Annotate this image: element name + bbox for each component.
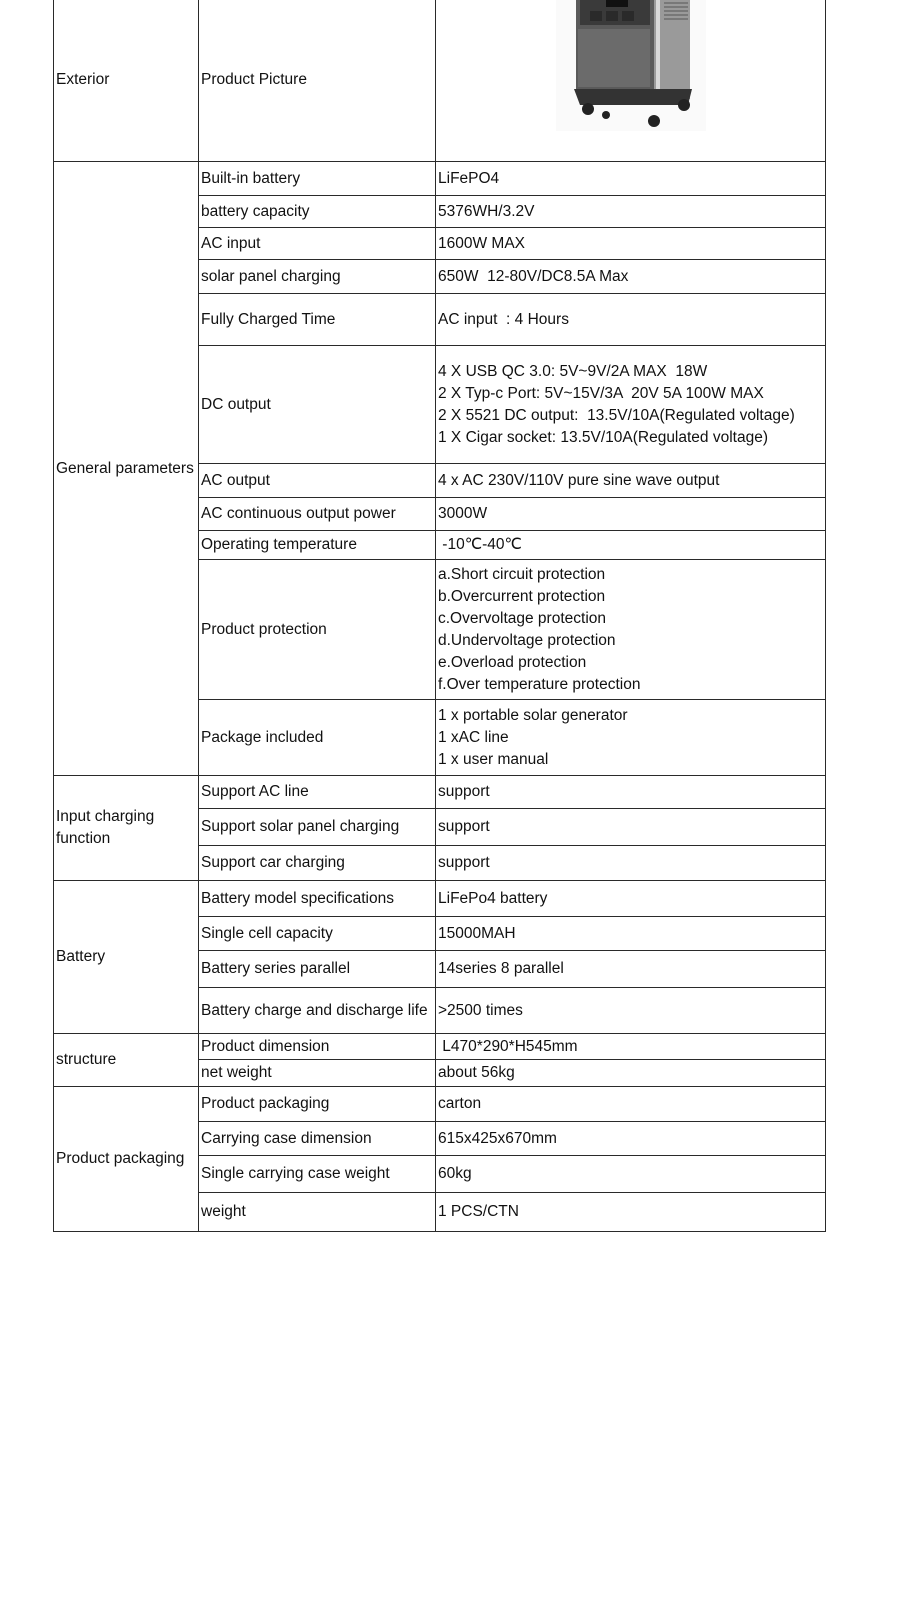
- value-cell: [436, 1034, 826, 1060]
- row-label: Package included: [201, 728, 324, 746]
- value-cell: [436, 1087, 826, 1122]
- group-label: Battery: [56, 948, 106, 965]
- row-value: 60kg: [438, 1165, 472, 1182]
- row-value: LiFePo4 battery: [438, 889, 548, 907]
- value-cell: [436, 196, 826, 228]
- value-cell: [436, 1156, 826, 1193]
- row-value: carton: [438, 1095, 482, 1112]
- row-value: 4 X USB QC 3.0: 5V~9V/2A MAX 18W: [438, 362, 708, 380]
- value-cell: [436, 531, 826, 560]
- row-label: Support car charging: [201, 854, 345, 871]
- product-picture: [556, 0, 706, 131]
- label-cell: [199, 228, 436, 260]
- row-label: Product Picture: [201, 71, 307, 88]
- row-label: AC input: [201, 234, 261, 252]
- row-value: 2 X 5521 DC output: 13.5V/10A(Regulated voltage): [438, 406, 795, 424]
- table-row: [54, 1087, 826, 1122]
- value-cell: [436, 464, 826, 498]
- table-row: [54, 776, 826, 809]
- label-cell: [199, 1156, 436, 1193]
- row-value: -10℃-40℃: [438, 536, 522, 553]
- row-label: Battery series parallel: [201, 960, 351, 977]
- label-cell: [199, 951, 436, 988]
- value-cell: [436, 498, 826, 531]
- value-cell: [436, 294, 826, 346]
- row-value: 1 x portable solar generator: [438, 706, 628, 724]
- row-label: Operating temperature: [201, 536, 357, 553]
- row-value: 1 X Cigar socket: 13.5V/10A(Regulated voltage): [438, 428, 768, 446]
- value-cell: [436, 881, 826, 917]
- row-value: e.Overload protection: [438, 653, 587, 671]
- label-cell: [199, 0, 436, 162]
- group-cell: [54, 0, 199, 162]
- label-cell: [199, 531, 436, 560]
- row-label: Product dimension: [201, 1037, 330, 1055]
- value-cell: [436, 700, 826, 776]
- group-label: Input charging function: [56, 808, 155, 847]
- label-cell: [199, 498, 436, 531]
- label-cell: [199, 1034, 436, 1060]
- row-label: Battery charge and discharge life: [201, 1001, 428, 1019]
- row-label: Carrying case dimension: [201, 1129, 372, 1147]
- row-value: c.Overvoltage protection: [438, 609, 607, 627]
- row-label: Product packaging: [201, 1095, 330, 1112]
- row-value: 15000MAH: [438, 924, 516, 942]
- row-value: 1 xAC line: [438, 728, 509, 746]
- label-cell: [199, 809, 436, 846]
- group-label: structure: [56, 1051, 117, 1068]
- row-value: f.Over temperature protection: [438, 675, 641, 693]
- value-cell: [436, 162, 826, 196]
- label-cell: [199, 560, 436, 700]
- row-label: Single cell capacity: [201, 924, 333, 942]
- label-cell: [199, 776, 436, 809]
- label-cell: [199, 1122, 436, 1156]
- value-cell: [436, 260, 826, 294]
- row-label: battery capacity: [201, 202, 310, 220]
- label-cell: [199, 1193, 436, 1232]
- row-label: Built-in battery: [201, 169, 301, 187]
- row-value: 1 x user manual: [438, 750, 549, 768]
- row-value: about 56kg: [438, 1064, 515, 1081]
- value-cell: [436, 776, 826, 809]
- row-label: DC output: [201, 395, 271, 413]
- value-cell: [436, 951, 826, 988]
- label-cell: [199, 294, 436, 346]
- group-cell: [54, 881, 199, 1034]
- row-label: weight: [201, 1203, 246, 1220]
- row-label: solar panel charging: [201, 267, 341, 285]
- value-cell: [436, 228, 826, 260]
- value-cell: [436, 560, 826, 700]
- row-label: Single carrying case weight: [201, 1165, 390, 1182]
- row-value: 650W 12-80V/DC8.5A Max: [438, 267, 629, 285]
- row-label: Support solar panel charging: [201, 818, 400, 835]
- label-cell: [199, 700, 436, 776]
- row-value: 4 x AC 230V/110V pure sine wave output: [438, 471, 720, 489]
- row-value: 5376WH/3.2V: [438, 202, 535, 220]
- row-value: b.Overcurrent protection: [438, 587, 606, 605]
- row-value: 615x425x670mm: [438, 1129, 557, 1147]
- label-cell: [199, 881, 436, 917]
- row-value: a.Short circuit protection: [438, 565, 606, 583]
- value-cell: [436, 1193, 826, 1232]
- row-value: 1 PCS/CTN: [438, 1203, 519, 1220]
- group-label: Exterior: [56, 71, 110, 88]
- group-label: General parameters: [56, 459, 194, 477]
- row-label: net weight: [201, 1064, 272, 1081]
- label-cell: [199, 260, 436, 294]
- row-value: >2500 times: [438, 1001, 523, 1019]
- table-row: [54, 0, 826, 162]
- row-label: Support AC line: [201, 783, 309, 800]
- label-cell: [199, 917, 436, 951]
- spec-table: [53, 0, 826, 1232]
- label-cell: [199, 346, 436, 464]
- value-cell: [436, 346, 826, 464]
- table-row: [54, 1034, 826, 1060]
- row-value: 2 X Typ-c Port: 5V~15V/3A 20V 5A 100W MAX: [438, 384, 764, 402]
- label-cell: [199, 1060, 436, 1087]
- row-value: AC input : 4 Hours: [438, 310, 569, 328]
- group-label: Product packaging: [56, 1150, 185, 1167]
- row-value: d.Undervoltage protection: [438, 631, 616, 649]
- label-cell: [199, 196, 436, 228]
- row-label: AC continuous output power: [201, 505, 396, 522]
- row-value: support: [438, 783, 490, 800]
- value-cell: [436, 1060, 826, 1087]
- row-label: AC output: [201, 471, 270, 489]
- group-cell: [54, 1087, 199, 1232]
- group-cell: [54, 776, 199, 881]
- row-value: support: [438, 854, 490, 871]
- table-row: [54, 881, 826, 917]
- value-cell: [436, 0, 826, 162]
- group-cell: [54, 1034, 199, 1087]
- label-cell: [199, 464, 436, 498]
- row-value: support: [438, 818, 490, 835]
- table-row: [54, 162, 826, 196]
- value-cell: [436, 809, 826, 846]
- value-cell: [436, 1122, 826, 1156]
- label-cell: [199, 162, 436, 196]
- group-cell: [54, 162, 199, 776]
- value-cell: [436, 846, 826, 881]
- value-cell: [436, 988, 826, 1034]
- row-value: 1600W MAX: [438, 234, 526, 252]
- label-cell: [199, 846, 436, 881]
- row-value: L470*290*H545mm: [438, 1037, 578, 1055]
- label-cell: [199, 1087, 436, 1122]
- row-value: 3000W: [438, 505, 488, 522]
- row-value: LiFePO4: [438, 169, 500, 187]
- row-value: 14series 8 parallel: [438, 960, 564, 977]
- value-cell: [436, 917, 826, 951]
- row-label: Product protection: [201, 620, 327, 638]
- label-cell: [199, 988, 436, 1034]
- row-label: Battery model specifications: [201, 889, 394, 907]
- row-label: Fully Charged Time: [201, 310, 336, 328]
